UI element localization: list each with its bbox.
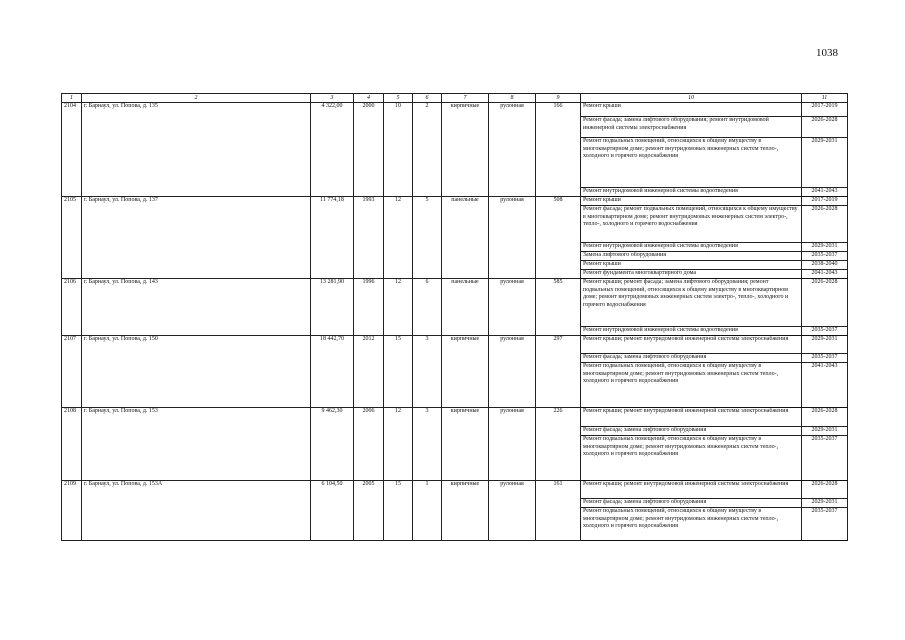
repair-period: 2017-2019 [802, 197, 848, 206]
repair-work-description: Ремонт фасада; замена лифтового оборудования [581, 427, 802, 436]
table-row [62, 103, 848, 117]
repair-work-description: Ремонт фасада; ремонт подвальных помещений, относящихся к общему имуществу в многоквартирном доме; ремонт внутридомовых инженерных систем электро-, тепло-, холодного и горячего водоснабжения [581, 206, 802, 243]
page-number: 1038 [816, 47, 838, 59]
commission-year: 2005 [354, 481, 384, 541]
resident-count: 585 [536, 279, 581, 336]
repair-period: 2029-2031 [802, 336, 848, 354]
wall-material: кирпичные [442, 481, 489, 541]
repair-period: 2038-2040 [802, 261, 848, 270]
floor-count: 12 [384, 408, 413, 481]
commission-year: 1993 [354, 197, 384, 279]
building-address: г. Барнаул, ул. Попова, д. 150 [82, 336, 311, 408]
repair-period: 2029-2031 [802, 138, 848, 188]
repair-work-description: Ремонт подвальных помещений, относящихся к общему имуществу в многоквартирном доме; ремонт внутридомовых инженерных систем тепло-, холодного и горячего водоснабжения [581, 138, 802, 188]
column-header: 6 [413, 94, 442, 103]
column-header: 5 [384, 94, 413, 103]
wall-material: панельные [442, 279, 489, 336]
repair-work-description: Ремонт фасада; замена лифтового оборудования; ремонт внутридомовой инженерной системы электроснабжения [581, 117, 802, 138]
entrance-count: 2 [413, 103, 442, 197]
building-area: 11 774,18 [311, 197, 354, 279]
wall-material: кирпичные [442, 103, 489, 197]
repair-work-description: Замена лифтового оборудования [581, 252, 802, 261]
building-area: 9 462,30 [311, 408, 354, 481]
roof-type: рулонная [489, 336, 536, 408]
roof-type: рулонная [489, 197, 536, 279]
resident-count: 166 [536, 103, 581, 197]
repair-work-description: Ремонт внутридомовой инженерной системы водоотведения [581, 188, 802, 197]
building-number: 2106 [62, 279, 82, 336]
repair-work-description: Ремонт крыши; ремонт внутридомовой инженерной системы электроснабжения [581, 408, 802, 427]
repair-work-description: Ремонт фундамента многоквартирного дома [581, 270, 802, 279]
building-area: 13 281,90 [311, 279, 354, 336]
entrance-count: 3 [413, 408, 442, 481]
building-address: г. Барнаул, ул. Попова, д. 143 [82, 279, 311, 336]
building-number: 2104 [62, 103, 82, 197]
repair-period: 2026-2028 [802, 206, 848, 243]
resident-count: 508 [536, 197, 581, 279]
repair-period: 2029-2031 [802, 243, 848, 252]
building-address: г. Барнаул, ул. Попова, д. 135 [82, 103, 311, 197]
repair-work-description: Ремонт подвальных помещений, относящихся к общему имуществу в многоквартирном доме; ремонт внутридомовых инженерных систем тепло-, холодного и горячего водоснабжения [581, 436, 802, 481]
floor-count: 15 [384, 481, 413, 541]
commission-year: 2006 [354, 408, 384, 481]
commission-year: 1996 [354, 279, 384, 336]
wall-material: кирпичные [442, 336, 489, 408]
building-number: 2105 [62, 197, 82, 279]
roof-type: рулонная [489, 481, 536, 541]
repair-work-description: Ремонт подвальных помещений, относящихся к общему имуществу в многоквартирном доме; ремонт внутридомовых инженерных систем тепло-, холодного и горячего водоснабжения [581, 508, 802, 541]
column-header: 1 [62, 94, 82, 103]
wall-material: кирпичные [442, 408, 489, 481]
building-number: 2109 [62, 481, 82, 541]
repair-work-description: Ремонт фасада; замена лифтового оборудования [581, 499, 802, 508]
resident-count: 226 [536, 408, 581, 481]
column-header: 9 [536, 94, 581, 103]
commission-year: 2012 [354, 336, 384, 408]
building-number: 2108 [62, 408, 82, 481]
repair-period: 2035-2037 [802, 252, 848, 261]
column-header: 7 [442, 94, 489, 103]
commission-year: 2000 [354, 103, 384, 197]
repair-work-description: Ремонт подвальных помещений, относящихся к общему имуществу в многоквартирном доме; ремонт внутридомовых инженерных систем тепло-, холодного и горячего водоснабжения [581, 363, 802, 408]
table-row [62, 279, 848, 327]
floor-count: 12 [384, 279, 413, 336]
repair-schedule-table [61, 93, 848, 541]
repair-work-description: Ремонт крыши [581, 103, 802, 117]
floor-count: 12 [384, 197, 413, 279]
column-header: 4 [354, 94, 384, 103]
resident-count: 161 [536, 481, 581, 541]
repair-work-description: Ремонт внутридомовой инженерной системы водоотведения [581, 327, 802, 336]
column-number-row [62, 94, 848, 103]
entrance-count: 5 [413, 197, 442, 279]
table-row [62, 336, 848, 354]
repair-period: 2035-2037 [802, 436, 848, 481]
repair-period: 2029-2031 [802, 499, 848, 508]
repair-period: 2026-2028 [802, 408, 848, 427]
resident-count: 297 [536, 336, 581, 408]
table-row [62, 408, 848, 427]
building-number: 2107 [62, 336, 82, 408]
repair-period: 2035-2037 [802, 327, 848, 336]
column-header: 11 [802, 94, 848, 103]
roof-type: рулонная [489, 103, 536, 197]
repair-period: 2029-2031 [802, 427, 848, 436]
repair-work-description: Ремонт фасада; замена лифтового оборудования [581, 354, 802, 363]
repair-work-description: Ремонт крыши; ремонт внутридомовой инженерной системы электроснабжения [581, 336, 802, 354]
roof-type: рулонная [489, 279, 536, 336]
table-row [62, 481, 848, 499]
building-address: г. Барнаул, ул. Попова, д. 153 [82, 408, 311, 481]
floor-count: 10 [384, 103, 413, 197]
repair-work-description: Ремонт крыши; ремонт внутридомовой инженерной системы электроснабжения [581, 481, 802, 499]
table-body [62, 103, 848, 541]
entrance-count: 3 [413, 336, 442, 408]
repair-period: 2041-2043 [802, 363, 848, 408]
repair-period: 2035-2037 [802, 508, 848, 541]
entrance-count: 1 [413, 481, 442, 541]
repair-work-description: Ремонт внутридомовой инженерной системы водоотведения [581, 243, 802, 252]
repair-period: 2026-2028 [802, 117, 848, 138]
building-area: 6 104,50 [311, 481, 354, 541]
column-header: 3 [311, 94, 354, 103]
building-address: г. Барнаул, ул. Попова, д. 153А [82, 481, 311, 541]
repair-period: 2041-2043 [802, 270, 848, 279]
wall-material: панельные [442, 197, 489, 279]
repair-period: 2035-2037 [802, 354, 848, 363]
roof-type: рулонная [489, 408, 536, 481]
building-address: г. Барнаул, ул. Попова, д. 137 [82, 197, 311, 279]
floor-count: 15 [384, 336, 413, 408]
entrance-count: 6 [413, 279, 442, 336]
repair-period: 2026-2028 [802, 279, 848, 327]
repair-period: 2041-2043 [802, 188, 848, 197]
table-row [62, 197, 848, 206]
repair-period: 2026-2028 [802, 481, 848, 499]
repair-period: 2017-2019 [802, 103, 848, 117]
building-area: 4 322,00 [311, 103, 354, 197]
column-header: 10 [581, 94, 802, 103]
repair-work-description: Ремонт крыши [581, 261, 802, 270]
column-header: 8 [489, 94, 536, 103]
repair-work-description: Ремонт крыши [581, 197, 802, 206]
column-header: 2 [82, 94, 311, 103]
repair-work-description: Ремонт крыши; ремонт фасада; замена лифтового оборудования; ремонт подвальных помещений, относящихся к общему имуществу в многоквартирном доме; ремонт внутридомовых инженерных систем электро-, тепло-, холодного и горячего водоснабжения [581, 279, 802, 327]
building-area: 18 442,70 [311, 336, 354, 408]
